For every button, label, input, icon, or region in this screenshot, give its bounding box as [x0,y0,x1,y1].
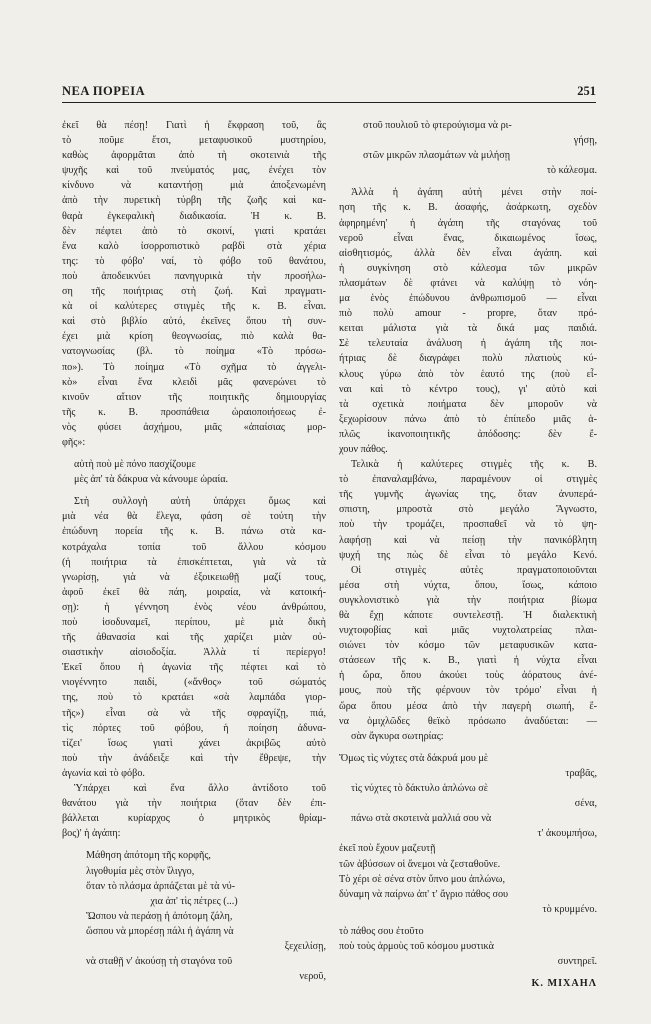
text-line: ποὺ τοὺς ἁρμοὺς τοῦ κόσμου μυστικὰ [339,940,494,952]
text-line: ἀπὸ τὴν πυρετικὴ τύρβη τῆς ζωῆς καὶ κα- [62,195,326,207]
text-line: νὸς φύσει ἀσχήμου, μιᾶς «ἀπαίσιας μορ- [62,421,326,433]
text-line: Ἐκεῖ ὅπου ἡ ἀγωνία τῆς πέφτει καὶ τὸ [62,662,326,674]
text-line: Ἀλλὰ ἡ ἀγάπη αὐτὴ μένει στὴν ποί- [351,187,597,199]
text-line: πο»). Τὸ ποίημα «Τὸ σχῆμα τὸ ἀγγελι- [62,361,326,373]
text-line: κειται μάλιστα γιὰ τὰ δικά μας παιδιά. [339,323,597,335]
text-line: ξεχωρίσουν πάνω ἀπὸ τὸ ἐπίπεδο μιᾶς ἁ- [339,413,597,425]
text-line: χια ἀπ' τὶς πέτρες (...) [150,895,238,907]
text-line: χουν πάθος. [339,443,388,455]
text-line: Στὴ συλλογὴ αὐτὴ ὑπάρχει ὅμως καὶ [74,496,326,508]
text-line: αὐτὴ ποὺ μὲ πόνο πασχίζουμε [74,459,196,471]
text-line: ποὺ ἰσοδυναμεῖ, περίπου, μὲ μιὰ δικὴ [62,617,326,628]
text-line: τὸ ποῦμε ἔτσι, μεταφυσικοῦ μυστηρίου, [62,135,326,147]
text-line: Ὅμως τὶς νύχτες στὰ δάκρυά μου μὲ [339,752,489,764]
text-line: νεροῦ, [299,971,326,983]
text-line: έχει μιὰ κρίση θεογνωσίας, πιὸ καλὰ θα- [62,331,326,343]
text-line: κὸ» εἶναι ἕνα κλειδὶ μᾶς φανερώνει τὸ [62,376,326,388]
paragraph-gap [339,917,597,924]
text-line: Οἱ στιγμὲς αὐτὲς πραγματοποιοῦνται [351,564,597,576]
text-line: δὲν πέφτει ἀπὸ τὸ σκοινί, γιατὶ κρατάει [62,225,326,237]
text-line: ἀφοῦ ἐκεῖ θὰ πάη, μοιραία, νὰ κατοική- [62,586,326,598]
text-line: βάλλεται κυρίαρχος ὁ μητρικὸς θρίαμ- [62,813,326,825]
text-line: πλῶς ἱκανοποιητικῆς ἀπόδοσης: δὲν ἔ- [339,428,597,440]
text-line: ἡ συγκίνηση στὸ κάλεσμα τῶν μικρῶν [339,262,597,274]
text-line: τὶς πόρτες τοῦ φόβου, ἡ ποίηση ἀδυνα- [62,722,326,734]
text-line: Σὲ τελευταία ἀνάλυση ἡ ἀγάπη τῆς ποι- [339,338,597,350]
text-line: τὸ ἐπαναλαμβάνω, παραμένουν οἱ στιγμὲς [339,474,597,486]
text-line: ἐκεῖ θὰ πέσῃ! Γιατὶ ἡ ἔκφραση τοῦ, ἂς [62,120,326,131]
paragraph-gap [339,969,597,976]
text-line: της, ποὺ τὸ κρατάει «σὰ λαμπάδα γιορ- [62,692,326,704]
text-line: ποὺ ἀποδεικνύει πανηγυρικὰ τὴν προσήλω- [62,270,326,282]
text-line: μέσα στὴ νύχτα, ὅπου, ἴσως, κάποιο [339,579,597,591]
text-line: καθὼς ἀφορμᾶται ἀπὸ τὴ σκοτεινιὰ τῆς [62,150,326,162]
text-line: ποὺ τὴν τρομάζει, προσπαθεῖ νὰ τὸ ψη- [339,519,597,531]
text-line: ξεχειλίσῃ, [284,940,326,952]
text-line: ἐπώδυνη πορεία τῆς κ. Β. πάνω στὰ κα- [62,526,326,538]
text-line: κὰ οἱ καλύτερες στιγμὲς τῆς κ. Β. εἶναι. [62,301,326,313]
text-line: γήσῃ, [573,135,597,147]
text-line: τῆς κ. Β. προσπάθεια ὡραιοποιήσεως ἐ- [62,406,326,418]
text-line: τῆς ἀθανασία καὶ τῆς χαρίζει μιὰν οὐ- [62,632,326,644]
text-line: τ' ἀκουμπήσω, [537,828,597,840]
text-line: τὶς νύχτες τὸ δάκτυλο ἁπλώνω σὲ [351,783,489,795]
text-line: τραβᾶς, [565,767,597,779]
text-line: Μάθηση ἀπότομη τῆς κορφῆς, [86,850,211,862]
text-line: στάσεων τῆς κ. Β., γιατὶ ἡ νύχτα εἶναι [339,655,597,667]
text-line: πιὸ πολὺ amour - propre, ὅταν πρό- [339,308,597,320]
text-line: μα ἑνὸς ἐπώδυνου ἀνθρωπισμοῦ — εἶναι [339,293,597,305]
author-signature: Κ. ΜΙΧΑΗΛ [531,978,597,990]
text-line: σένα, [574,798,597,810]
right-column [339,118,597,991]
text-line: θὰ ἔχῃ κάποτε συντελεστῇ. Ἡ διαλεκτικὴ [339,610,597,621]
text-line: πάνω στὰ σκοτεινὰ μαλλιά σου νὰ [351,813,492,825]
text-line: τῆς») εἶναι σὰ νὰ τῆς σφραγίζῃ, πιά, [62,707,326,719]
paragraph-gap [62,841,326,848]
text-line: ἕνα καλὸ ἰσορροπιστικὸ ραβδὶ στὰ χέρια [62,240,326,252]
text-line: τὸ κρυμμένο. [542,903,597,915]
text-line: ση τῆς ποιήτριας στὴ ζωή. Καὶ πραγματι- [62,286,326,298]
text-line: σιώνει τὸν κόσμο τῶν μεταφυσικῶν κατα- [339,640,597,652]
text-line: ἀγωνία καὶ τὸ φόβο. [62,767,145,779]
text-line: στῶν μικρῶν πλασμάτων νὰ μιλήσῃ [363,150,511,162]
text-line: τῶν ἀβύσσων οἱ ἄνεμοι νὰ ζεσταθοῦνε. [339,858,501,870]
text-line: μιὰ νέα θὰ ἔλεγα, φάση σὲ τούτη τὴν [62,511,326,523]
text-line: πλασμάτων δὲ φτάνει νὰ καλύψῃ τὸ νόη- [339,277,597,289]
text-line: νυχτοφοβίας καὶ μιᾶς νυχτολατρείας πλαι- [339,625,597,637]
text-line: ήτριας δὲ διαγράφει πολὺ πλατιοὺς κύ- [339,353,597,365]
text-line: ἐκεῖ ποὺ ἔχουν μαζευτῇ [339,843,436,855]
text-line: Τὸ χέρι σὲ σένα στὸν ὕπνο μου ἁπλώνω, [339,873,506,885]
paragraph-gap [62,450,326,457]
text-line: στοῦ πουλιοῦ τὸ φτερούγισμα νὰ ρι- [363,120,512,131]
text-line: θανάτου γιὰ τὴν ποιήτρια (ὅταν δὲν ἐπι- [62,798,326,810]
text-line: ψυχῆς καὶ τοῦ πνεύματός μας, ἐνέχει τὸν [62,165,326,177]
text-line: τῆς γυμνῆς ἀγωνίας της, ὅταν ἀνυπερά- [339,489,597,501]
text-line: νιογέννητο παιδί, («ἄνθος» τοῦ σώματός [62,677,326,689]
text-line: ηση τῆς κ. Β. ἀσαφής, ἀσάρκωτη, σχεδὸν [339,202,597,214]
text-line: ὥρα ὅπου μέσα ἀπὸ τὴν παγερὴ σιωπή, ἕ- [339,700,597,712]
text-line: φῆς»: [62,436,86,448]
text-line: σῃ): ἡ γέννηση ἑνὸς νέου ἀνθρώπου, [62,601,326,613]
text-line: σιαστικὴν αἰσιοδοξία. Ἀλλὰ τί περίεργο! [62,647,326,659]
text-line: να ὁμιχλῶδες θεϊκὸ πρόσωπο ἀναδύεται: — [339,715,597,727]
page-number: 251 [577,84,596,98]
text-line: Ὥσπου νὰ περάσῃ ἡ ἀπότομη ζάλη, [86,910,233,922]
text-line: νὰ σταθῇ ν' ἀκούσῃ τὴ σταγόνα τοῦ [86,956,233,968]
text-line: συντηρεῖ. [557,956,597,968]
text-line: ναι καὶ τὸ κέντρο τους), γι' αὐτὸ καὶ [339,383,597,395]
text-line: λαφήσῃ καὶ νὰ πείσῃ τὴν πανικόβλητη [339,534,597,546]
text-line: Ὑπάρχει καὶ ἕνα ἄλλο ἀντίδοτο τοῦ [74,783,326,795]
text-line: τὸ πάθος σου ἐτοῦτο [339,925,424,937]
text-line: ὅταν τὸ πλάσμα ἁρπάζεται μὲ τὰ νύ- [86,880,236,892]
text-line: γνωρίσῃ, γιὰ νὰ ἐξοικειωθῇ μαζί τους, [62,571,326,583]
page-header [62,84,596,103]
paragraph-gap [339,744,597,751]
text-line: καὶ στὸ βιβλίο αὐτό, ἐκεῖνες ὅπου τὴ συν- [62,316,326,328]
text-line: ἡ ὥρα, ὅπου ἀκούει τοὺς ἀόρατους ἀνέ- [339,670,597,682]
text-line: ἀφηρημένη' ἡ ἀγάπη τῆς σταγόνας τοῦ [339,217,597,229]
text-line: λιγοθυμία μὲς στὸν ἴλιγγο, [86,865,195,877]
left-column [62,118,326,984]
text-line: (ἡ ποιήτρια τὰ ἐπισκέπτεται, γιὰ νὰ τὰ [62,556,326,568]
text-line: της: τὸ φόβο' ναί, τὸ φόβο τοῦ θανάτου, [62,255,326,267]
text-line: ὥσπου νὰ μπορέσῃ πάλι ἡ ἀγάπη νὰ [86,925,234,937]
text-line: θαρὰ ἐγκεφαλικὴ διαδικασία. Ἡ κ. Β. [62,210,326,222]
text-line: κλους γύρω ἀπὸ τὸν ἑαυτό της (ποὺ εἶ- [339,368,597,380]
text-line: σπιστη, μπροστὰ στὸ μεγάλο Ἄγνωστο, [339,504,597,516]
text-line: συγκλονιστικὸ γιὰ τὴν ποιήτρια βίωμα [339,594,597,606]
text-line: κίνδυνο νὰ καταντήσῃ μιὰ ἀποξενωμένη [62,180,326,192]
text-line: μους, ποὺ τῆς φέρνουν τὸν τρόμο' εἶναι ἡ [339,685,597,697]
text-line: τὰ σχετικὰ ποιήματα δὲν μποροῦν νὰ [339,398,597,410]
text-line: ποὺ τὴν ἀνάδειξε καὶ τὴν ἔθρεψε, τὴν [62,752,326,764]
text-line: τίζει' ἴσως γιατὶ χάνει ἀκριβῶς αὐτὸ [62,737,326,749]
text-line: ψυχή της πὼς δὲ εἶναι τὸ μεγάλο Κενό. [339,549,597,561]
text-line: βος)' ἡ ἀγάπη: [62,828,121,840]
text-line: κινοῦν αἴτιον τῆς ποιητικῆς δημιουργίας [62,391,326,403]
text-line: μὲς ἀπ' τὰ δάκρυα νὰ κάνουμε ὡραία. [74,474,229,486]
journal-title: ΝΕΑ ΠΟΡΕΙΑ [62,84,146,98]
text-line: νατογνωσίας (βλ. τὸ ποίημα «Τὸ πρόσω- [62,346,326,358]
text-line: δύναμη νὰ παίρνω ἀπ' τ' ἄγριο πάθος σου [339,888,509,900]
text-line: σὰν ἄγκυρα σωτηρίας: [351,730,444,742]
text-line: τὸ κάλεσμα. [546,165,597,177]
paragraph-gap [62,487,326,494]
text-line: νεροῦ εἶναι ἕνας, δικαιωμένος ἴσως, [339,232,597,244]
text-line: αἰσθητισμός, ἀλλὰ δὲν εἶναι ἀγάπη. καὶ [339,247,597,259]
text-line: Τελικὰ ἡ καλύτερες στιγμὲς τῆς κ. Β. [351,459,597,471]
paragraph-gap [339,178,597,185]
text-line: κοτράχαλα τοπία τοῦ ἄλλου κόσμου [62,541,326,553]
